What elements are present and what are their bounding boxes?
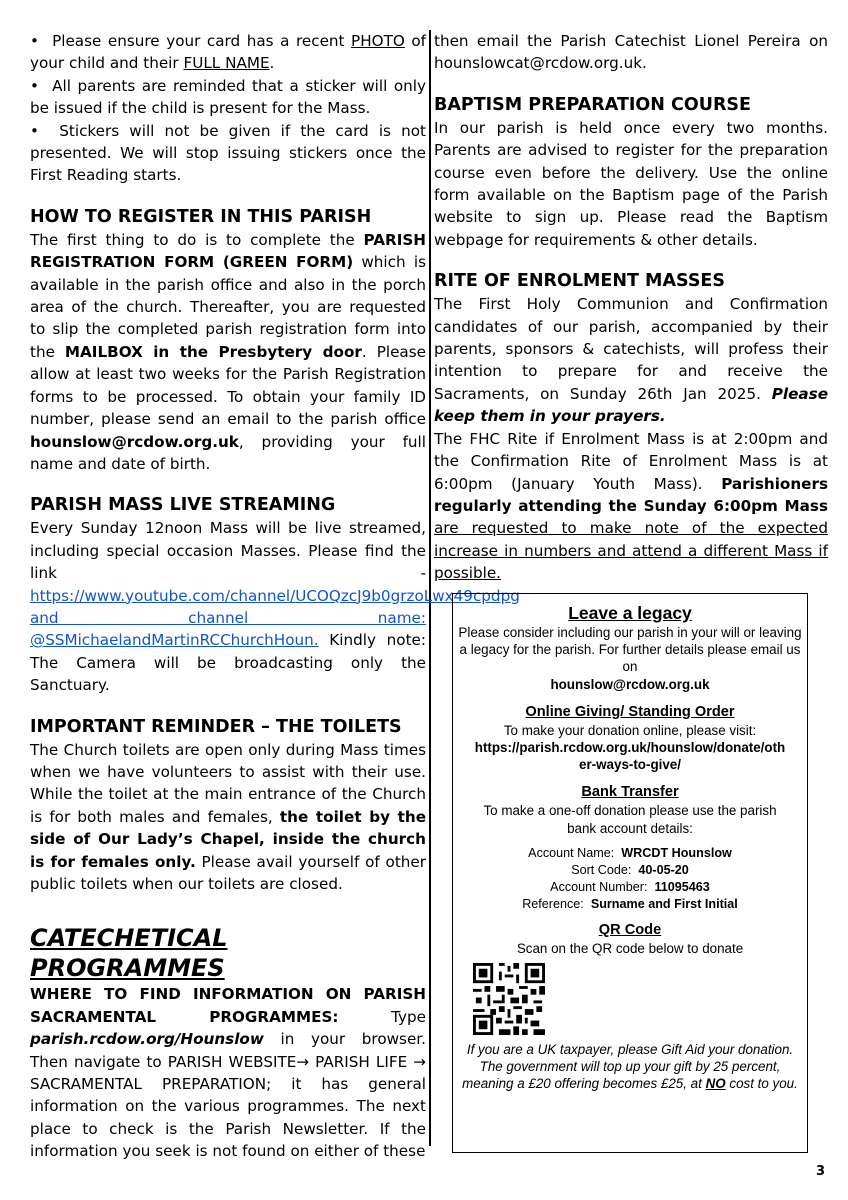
catechetical-heading: CATECHETICAL PROGRAMMES (30, 924, 228, 983)
legacy-text: Please consider including our parish in your will or leaving a legacy for the parish. For further details please email us on (458, 625, 802, 675)
qr-title: QR Code (598, 921, 662, 938)
bullet-card: • Stickers will not be given if the card is not presented. We will stop issuing stickers once the First Reading starts. (30, 120, 426, 187)
catechetical-text: WHERE TO FIND INFORMATION ON PARISH SACRAMENTAL PROGRAMMES: Type parish.rcdow.org/Hounslow in your browser. Then navigate to PARISH WEBSITE→ PARISH LIFE → SACRAMENTAL PREPARATION; it has general information on the various programmes. The next place to check is the Parish Newsletter. If the information you seek is not found on either of these (30, 985, 426, 1161)
qr-row (453, 963, 807, 1035)
streaming-heading: PARISH MASS LIVE STREAMING (30, 495, 336, 516)
baptism-heading: BAPTISM PREPARATION COURSE (434, 94, 751, 115)
streaming-text: Every Sunday 12noon Mass will be live streamed, including special occasion Masses. Please find the link - https://www.youtube.com/channel/UCOQzcJ9b0grzoLwx49cpdpg and channel name: @SSMichaelandMartinRCChurchHoun. Kindly note: The Camera will be broadcasting only the Sanctuary. (30, 519, 520, 695)
bank-text: To make a one-off donation please use the parish bank account details: (483, 803, 777, 836)
catechist-continuation: then email the Parish Catechist Lionel Pereira on hounslowcat@rcdow.org.uk. (434, 32, 828, 73)
bullet-sticker: • All parents are reminded that a sticker will only be issued if the child is present for the Mass. (30, 75, 426, 120)
legacy-title: Leave a legacy (568, 603, 692, 623)
youtube-link[interactable]: https://www.youtube.com/channel/UCOQzcJ9b0grzoLwx49cpdpg and channel name: @SSMichaelandMartinRCChurchHoun. (30, 586, 520, 650)
account-name-row: Account Name: WRCDT Hounslow (528, 845, 732, 860)
sort-code-row: Sort Code: 40-05-20 (571, 862, 689, 877)
giving-url[interactable]: https://parish.rcdow.org.uk/hounslow/donate/other-ways-to-give/ (474, 740, 786, 773)
page-number: 3 (816, 1164, 826, 1179)
register-email: hounslow@rcdow.org.uk (30, 432, 239, 451)
rite-text-2: The FHC Rite if Enrolment Mass is at 2:00pm and the Confirmation Rite of Enrolment Mass is at 6:00pm (January Youth Mass). Parishioners regularly attending the Sunday 6:00pm Mass are requested to make note of the expected increase in numbers and attend a different Mass if possible. (434, 429, 828, 583)
bank-title: Bank Transfer (581, 784, 679, 801)
baptism-text: In our parish is held once every two months. Parents are advised to register for the preparation course even before the delivery. Use the online form available on the Baptism page of the Parish website to sign up. Please read the Baptism webpage for requirements & other details. (434, 118, 828, 249)
reference-row: Reference: Surname and First Initial (522, 896, 738, 911)
rite-heading: RITE OF ENROLMENT MASSES (434, 271, 725, 292)
giving-title: Online Giving/ Standing Order (525, 703, 735, 720)
gift-aid-text: If you are a UK taxpayer, please Gift Aid your donation. The government will top up your gift by 25 percent, meaning a £20 offering becomes £25, at NO cost to you. (462, 1042, 798, 1092)
bullet-photo: • Please ensure your card has a recent PHOTO of your child and their FULL NAME. (30, 30, 426, 75)
account-number-row: Account Number: 11095463 (550, 879, 710, 894)
donation-box (452, 593, 808, 1153)
register-text: The first thing to do is to complete the PARISH REGISTRATION FORM (GREEN FORM) which is available in the parish office and also in the porch area of the church. Thereafter, you are requested to slip the completed parish registration form into the MAILBOX in the Presbytery door. Please allow at least two weeks for the Parish Registration forms to be processed. To obtain your family ID number, please send an email to the parish office hounslow@rcdow.org.uk, providing your full name and date of birth. (30, 230, 426, 473)
rite-text-1: The First Holy Communion and Confirmation candidates of our parish, accompanied by their parents, sponsors & catechists, will profess their intention to prepare for and receive the Sacraments, on Sunday 26th Jan 2025. Please keep them in your prayers. (434, 295, 828, 426)
qr-code-icon[interactable] (473, 963, 545, 1035)
right-column (434, 30, 828, 585)
account-details (453, 845, 807, 913)
register-heading: HOW TO REGISTER IN THIS PARISH (30, 206, 372, 227)
qr-text: Scan on the QR code below to donate (516, 940, 744, 956)
legacy-email[interactable]: hounslow@rcdow.org.uk (550, 676, 710, 692)
toilets-text: The Church toilets are open only during Mass times when we have volunteers to assist with their use. While the toilet at the main entrance of the Church is for both males and females, the toilet by the side of Our Lady’s Chapel, inside the church is for females only. Please avail yourself of other public toilets when our toilets are closed. (30, 740, 427, 893)
giving-text: To make your donation online, please visit: (503, 722, 757, 738)
left-column (30, 30, 520, 1163)
toilets-heading: IMPORTANT REMINDER – THE TOILETS (30, 716, 402, 737)
